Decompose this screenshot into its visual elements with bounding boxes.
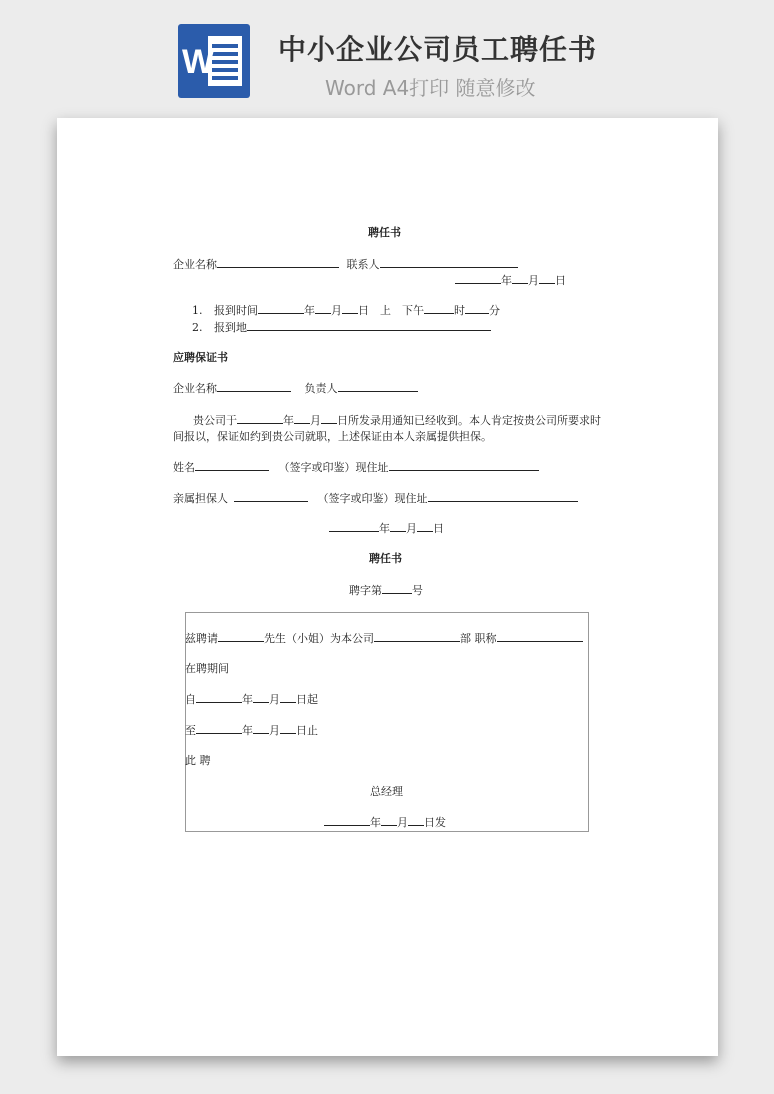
date-year: 年 bbox=[501, 274, 512, 287]
item-month: 月 bbox=[331, 304, 342, 317]
list-number: 1. bbox=[192, 304, 203, 317]
date-year: 年 bbox=[379, 522, 390, 535]
section-heading: 应聘保证书 bbox=[173, 351, 228, 364]
company-line bbox=[173, 257, 518, 272]
company-line-2 bbox=[173, 381, 418, 396]
para-month: 月 bbox=[310, 414, 321, 427]
date-month: 月 bbox=[406, 522, 417, 535]
date-month: 月 bbox=[528, 274, 539, 287]
company-label: 企业名称 bbox=[173, 258, 217, 271]
word-doc-icon bbox=[178, 24, 250, 98]
contact-blank bbox=[380, 257, 518, 268]
report-place-label: 报到地 bbox=[214, 321, 247, 334]
document-header bbox=[0, 0, 774, 110]
sign-label: （签字或印鉴）现住址 bbox=[317, 492, 428, 505]
box-text: 兹聘请 bbox=[185, 632, 218, 645]
para-year: 年 bbox=[283, 414, 294, 427]
contact-label: 联系人 bbox=[346, 258, 380, 271]
page-subtitle: Word A4打印 随意修改 bbox=[325, 76, 536, 100]
item-hour: 时 bbox=[454, 304, 465, 317]
box-line-5: 此 聘 bbox=[185, 754, 211, 767]
box-text: 至 bbox=[185, 724, 196, 737]
name-label: 姓名 bbox=[173, 461, 195, 474]
guarantor-line bbox=[173, 491, 578, 506]
box-line-4 bbox=[185, 723, 318, 738]
box-line-2: 在聘期间 bbox=[185, 662, 229, 675]
doc-title: 聘任书 bbox=[368, 226, 401, 239]
date-day: 日 bbox=[555, 274, 566, 287]
issue-date-line bbox=[324, 815, 446, 830]
report-time-label: 报到时间 bbox=[214, 304, 258, 317]
box-line-3 bbox=[185, 692, 318, 707]
para-text: 日所发录用通知已经收到。本人肯定按贵公司所要求时 bbox=[337, 414, 601, 427]
hire-number-label: 聘字第 bbox=[349, 584, 382, 597]
item-minute: 分 bbox=[489, 304, 500, 317]
item-year: 年 bbox=[304, 304, 315, 317]
box-text: 年 bbox=[242, 724, 253, 737]
company-blank bbox=[217, 257, 339, 268]
box-text: 自 bbox=[185, 693, 196, 706]
guarantor-label: 亲属担保人 bbox=[173, 492, 228, 505]
box-text: 年 bbox=[370, 816, 381, 829]
box-text: 年 bbox=[242, 693, 253, 706]
para-text: 贵公司于 bbox=[193, 414, 237, 427]
box-text: 月 bbox=[397, 816, 408, 829]
doc-title-2: 聘任书 bbox=[369, 552, 402, 565]
list-item-2 bbox=[192, 320, 491, 335]
box-text: 月 bbox=[269, 724, 280, 737]
box-text: 部 职称 bbox=[460, 632, 497, 645]
sign-label: （签字或印鉴）现住址 bbox=[278, 461, 389, 474]
list-number: 2. bbox=[192, 321, 203, 334]
word-letter: W bbox=[182, 43, 215, 81]
list-item-1 bbox=[192, 303, 500, 318]
page-title: 中小企业公司员工聘任书 bbox=[278, 33, 598, 66]
box-text: 月 bbox=[269, 693, 280, 706]
date-day: 日 bbox=[433, 522, 444, 535]
date-line-2 bbox=[329, 521, 444, 536]
hire-number-suffix: 号 bbox=[412, 584, 423, 597]
name-line bbox=[173, 460, 539, 475]
box-line-1 bbox=[185, 631, 583, 646]
box-text: 日起 bbox=[296, 693, 318, 706]
hire-number-line bbox=[349, 583, 423, 598]
paragraph-line-1 bbox=[193, 413, 601, 428]
box-text: 日发 bbox=[424, 816, 446, 829]
paragraph-line-2: 间报以，保证如约到贵公司就职，上述保证由本人亲属提供担保。 bbox=[173, 430, 492, 443]
box-text: 先生（小姐）为本公司 bbox=[264, 632, 374, 645]
company-label: 企业名称 bbox=[173, 382, 217, 395]
leader-label: 负责人 bbox=[304, 382, 338, 395]
date-line-1 bbox=[455, 273, 566, 288]
general-manager-label: 总经理 bbox=[370, 785, 403, 798]
box-text: 日止 bbox=[296, 724, 318, 737]
item-day-ampm: 日 上 下午 bbox=[358, 304, 424, 317]
